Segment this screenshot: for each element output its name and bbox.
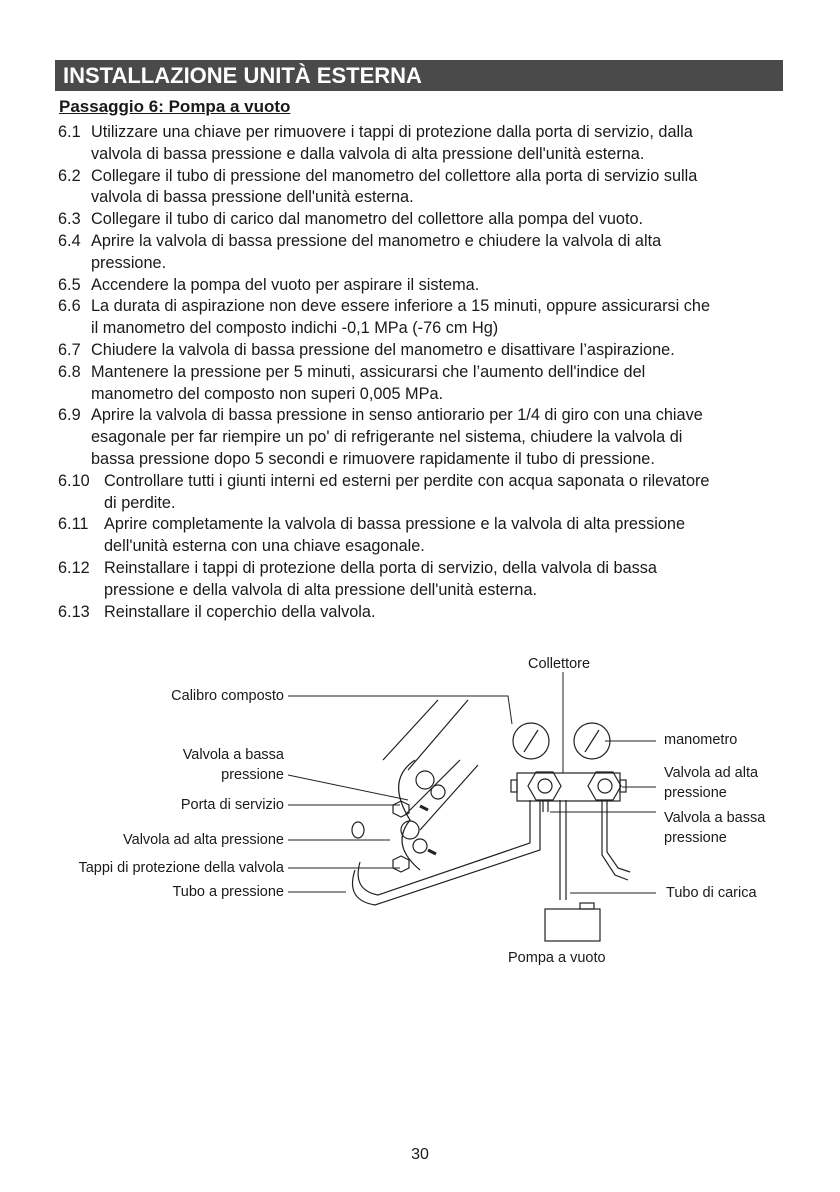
label-collettore: Collettore (528, 656, 591, 672)
label-manometro: manometro (664, 732, 738, 748)
label-porta-servizio: Porta di servizio (180, 797, 284, 813)
step-text-line: valvola di bassa pressione e dalla valvola di alta pressione dell'unità esterna. (91, 144, 645, 163)
step-text-line: Collegare il tubo di pressione del manometro del collettore alla porta di servizio sulla (91, 166, 698, 185)
label-valvola-bassa-left (183, 745, 284, 785)
manifold-illustration (511, 723, 630, 941)
section-header: INSTALLAZIONE UNITÀ ESTERNA (55, 60, 783, 91)
label-line: pressione (664, 830, 727, 846)
step-number: 6.5 (58, 275, 81, 294)
step-text-line: valvola di bassa pressione dell'unità esterna. (91, 188, 414, 207)
step-text-line: pressione e della valvola di alta pressione dell'unità esterna. (104, 580, 538, 599)
label-tubo-pressione: Tubo a pressione (172, 884, 284, 900)
step-text-line: Reinstallare i tappi di protezione della porta di servizio, della valvola di bassa (104, 558, 657, 577)
step-number: 6.4 (58, 231, 81, 250)
step-text-line: Mantenere la pressione per 5 minuti, assicurarsi che l’aumento dell'indice del (91, 362, 646, 381)
leader-lines (288, 672, 656, 893)
step-number: 6.9 (58, 406, 81, 425)
step-text-line: La durata di aspirazione non deve essere inferiore a 15 minuti, oppure assicurarsi che (91, 297, 711, 316)
step-text-line: Collegare il tubo di carico dal manometro del collettore alla pompa del vuoto. (91, 210, 644, 229)
label-valvola-alta-right (664, 763, 758, 803)
label-line: Valvola a bassa (664, 810, 766, 826)
step-number: 6.11 (58, 515, 89, 534)
step-text-line: Aprire completamente la valvola di bassa pressione e la valvola di alta pressione (104, 515, 686, 534)
label-tappi: Tappi di protezione della valvola (78, 860, 284, 876)
step-text-line: Controllare tutti i giunti interni ed esterni per perdite con acqua saponata o rilevatore (104, 471, 710, 490)
label-pompa: Pompa a vuoto (508, 950, 606, 966)
step-text-line: di perdite. (104, 493, 176, 512)
step-text-line: Chiudere la valvola di bassa pressione del manometro e disattivare l’aspirazione. (91, 340, 675, 359)
label-line: pressione (664, 785, 727, 801)
step-number: 6.1 (58, 123, 81, 141)
step-text-line: Utilizzare una chiave per rimuovere i tappi di protezione dalla porta di servizio, dalla (91, 123, 693, 141)
step-text-line: bassa pressione dopo 5 secondi e rimuovere rapidamente il tubo di pressione. (91, 449, 655, 468)
step-number: 6.3 (58, 210, 81, 229)
step-text-line: manometro del composto non superi 0,005 MPa. (91, 384, 444, 403)
vacuum-pump (545, 909, 600, 941)
step-subtitle: Passaggio 6: Pompa a vuoto (59, 97, 291, 116)
step-number: 6.12 (58, 558, 90, 577)
step-text-line: Reinstallare il coperchio della valvola. (104, 602, 376, 621)
label-line: Valvola ad alta (664, 765, 759, 781)
step-text-line: il manometro del composto indichi -0,1 MPa (-76 cm Hg) (91, 319, 499, 338)
step-text-line: Accendere la pompa del vuoto per aspirare il sistema. (91, 275, 480, 294)
step-number: 6.13 (58, 602, 90, 621)
label-calibro-composto: Calibro composto (171, 688, 284, 704)
label-tubo-carica: Tubo di carica (666, 885, 757, 901)
label-line: Valvola a bassa (182, 747, 284, 763)
step-text-line: dell'unità esterna con una chiave esagonale. (104, 537, 425, 556)
step-text-line: Aprire la valvola di bassa pressione del manometro e chiudere la valvola di alta (91, 231, 662, 250)
step-number: 6.10 (58, 471, 90, 490)
step-text-line: Aprire la valvola di bassa pressione in senso antiorario per 1/4 di giro con una chiave (91, 406, 703, 425)
step-number: 6.2 (58, 166, 81, 185)
step-text-line: esagonale per far riempire un po' di refrigerante nel sistema, chiudere la valvola di (91, 428, 683, 447)
step-number: 6.8 (58, 362, 81, 381)
label-valvola-alta-left: Valvola ad alta pressione (123, 832, 284, 848)
page-number: 30 (411, 1146, 429, 1163)
service-valves-illustration (352, 700, 540, 905)
label-valvola-bassa-right (664, 808, 765, 848)
step-number: 6.7 (58, 340, 81, 359)
step-number: 6.6 (58, 297, 81, 316)
label-line: pressione (221, 767, 284, 783)
step-text-line: pressione. (91, 253, 167, 272)
